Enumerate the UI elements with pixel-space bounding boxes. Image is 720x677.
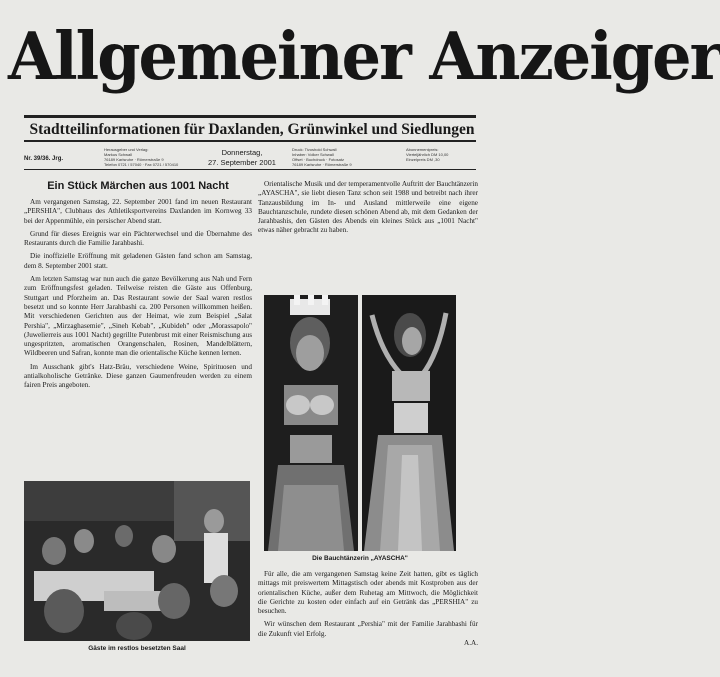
publisher-info: Herausgeber und Verlag: Markus Schwall 76189 Karlsruhe · Römerstraße 9 Telefon 0721 / 57040 · Fax 0721 / 570410 [104, 147, 179, 167]
masthead-rule-top [24, 115, 476, 118]
article-right-column-top [258, 180, 478, 240]
paragraph: Im Ausschank gibt's Hatz-Bräu, verschiedene Weine, Spirituosen und antialkoholische Getränke. Diese ganzen Gaumenfreuden werden zu einem fairen Preis angeboten. [24, 362, 252, 390]
paragraph: Wir wünschen dem Restaurant „Pershia" mit der Familie Jarahbashi für die Zukunft viel Erfolg. [258, 620, 478, 638]
dancer-photo-left [264, 295, 358, 551]
subscription-info: Abonnementpreis: Vierteljährlich DM 10,00 Einzelpreis DM ,30 [406, 147, 449, 162]
issue-date: Donnerstag, 27. September 2001 [208, 148, 276, 167]
newspaper-title: Allgemeiner Anzeiger [8, 18, 720, 95]
paragraph: Am letzten Samstag war nun auch die ganze Bevölkerung aus Nah und Fern zum Eröffnungsfest geladen. Teilweise reisten die Gäste aus Offenburg, Stuttgart und Pforzheim an. Das Restaurant sowie der Saal waren restlos besetzt und so konnte Herr Jarahbashi ca. 200 Personen willkommen heißen. Mit verschiedenen Gerichten aus der Heimat, wie zum Beispiel „Salat Pershia", „Mirzaghasemie", „Sineh Kebab", „Kubideh" oder „Morassapolo" (Juwelierreis aus 1001 Nacht) gegrillte Putenbrust mit einer Reismischung aus ungespritzten, aromatischen Orangenschalen, Rosinen, Mandelblättern, Wildbeeren und Safran, konnte man die orientalische Küche kennen lernen. [24, 275, 252, 358]
paragraph: Für alle, die am vergangenen Samstag keine Zeit hatten, gibt es täglich mittags mit preiswertem Mittagstisch oder abends mit Kostproben aus der orientalischen Küche, außer dem Ruhetag am Mittwoch, die Möglichkeit die Gerichte zu kosten oder einfach auf ein Getränk das „PERSHIA" zu besuchen. [258, 570, 478, 616]
paragraph: Grund für dieses Ereignis war ein Pächterwechsel und die Übernahme des Restaurants durch die Familie Jarahbashi. [24, 229, 252, 248]
paragraph: Am vergangenen Samstag, 22. September 2001 fand im neuen Restaurant „PERSHIA", Clubhaus des Athletiksportvereins Daxlanden im Kornweg 33 bei der Appenmühle, ein persischer Abend statt. [24, 198, 252, 225]
dancer-photo-right [362, 295, 456, 551]
article-left-column [24, 198, 252, 395]
infobar-rule [24, 169, 476, 170]
paragraph: Die inoffizielle Eröffnung mit geladenen Gästen fand schon am Samstag, dem 8. September 2001 statt. [24, 252, 252, 270]
author-signature: A.A. [464, 639, 478, 648]
masthead-rule-bottom [24, 140, 476, 142]
newspaper-subtitle: Stadtteilinformationen für Daxlanden, Grünwinkel und Siedlungen [29, 121, 475, 138]
hall-photo-caption: Gäste im restlos besetzten Saal [88, 645, 186, 652]
article-headline: Ein Stück Märchen aus 1001 Nacht [47, 180, 229, 192]
article-right-column-bottom [258, 570, 478, 648]
hall-photo [24, 481, 250, 641]
print-info: Druck: Tivoshold Schwall Inhaber: Volker Schwall Offset · Buchdruck · Fotosatz 76189 Karlsruhe · Römerstraße 9 [292, 147, 352, 167]
issue-number: Nr. 39/36. Jrg. [24, 156, 64, 162]
paragraph: Orientalische Musik und der temperamentvolle Auftritt der Bauchtänzerin „AYASCHA", sie liebt diesen Tanz schon seit 1988 und betreibt nach ihrer Tanzausbildung im In- und Ausland mittlerweile eine eigene Bauchtanzschule, rundete diesen schönen Abend ab, mit dem Gedanken der Jarahbashis, den Gästen des Abends ein kleines Stück aus „1001 Nacht" etwas näher gebracht zu haben. [258, 180, 478, 235]
dancer-photo-caption: Die Bauchtänzerin „AYASCHA" [312, 555, 408, 562]
